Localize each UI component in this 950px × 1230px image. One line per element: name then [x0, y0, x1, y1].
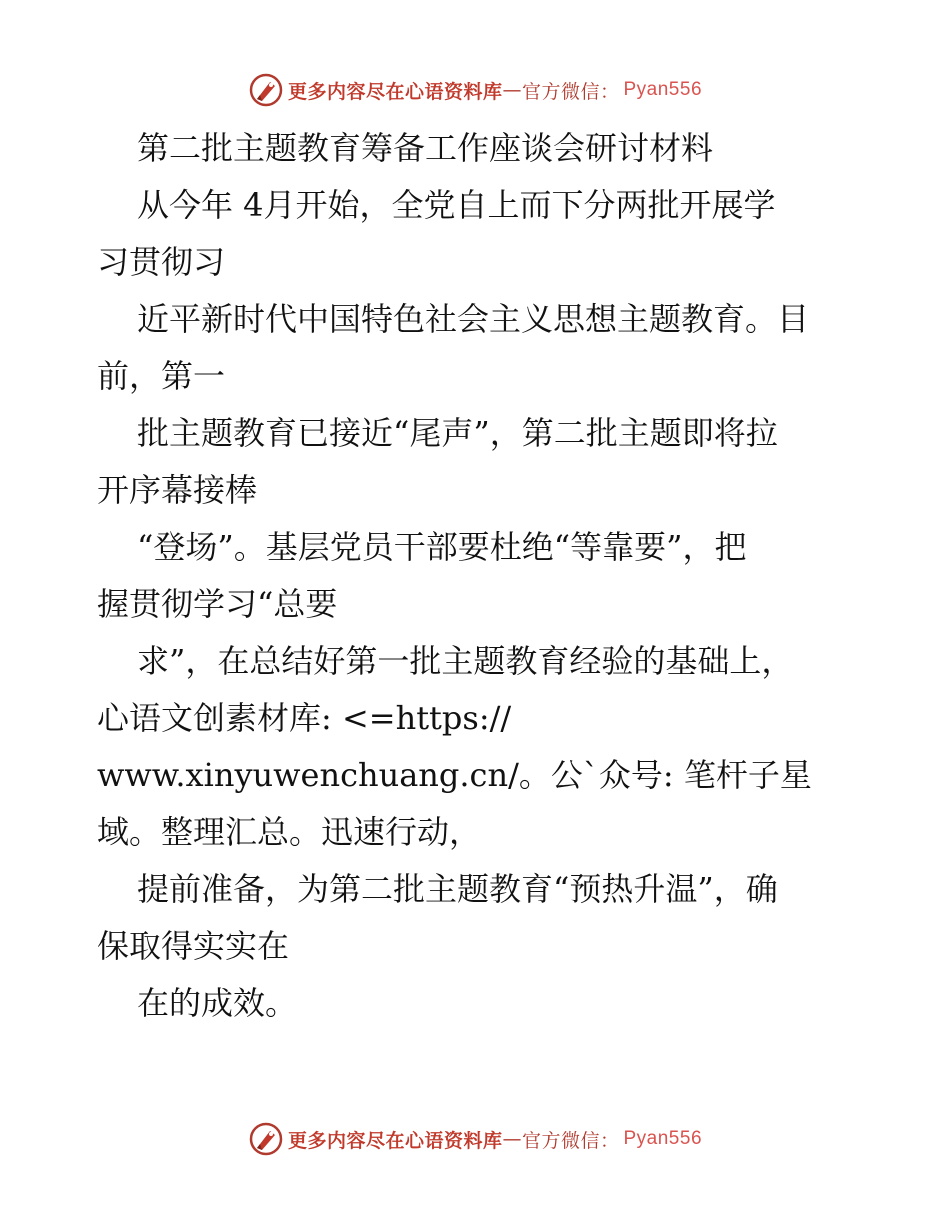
banner-dash: — [502, 1128, 522, 1150]
paragraph-line: 保取得实实在 [97, 927, 290, 965]
paragraph-line: 心语文创素材库: <=https:// [97, 699, 512, 737]
paragraph-line: www.xinyuwenchuang.cn/。公`众号: 笔杆子星 [97, 756, 812, 794]
banner-promo-text: 更多内容尽在心语资料库 [287, 80, 503, 103]
paragraph-line: 握贯彻学习“总要 [97, 585, 338, 623]
header-banner [0, 68, 950, 112]
document-body [97, 120, 857, 1032]
banner-promo-text: 更多内容尽在心语资料库 [287, 1129, 503, 1152]
paragraph-line: 前，第一 [97, 357, 226, 395]
banner-wechat-label: 官方微信： [521, 1129, 620, 1152]
paragraph-line: 批主题教育已接近“尾声”，第二批主题即将拉 [137, 414, 778, 452]
paragraph-line: 从今年 4月开始，全党自上而下分两批开展学 [137, 186, 776, 224]
paragraph-line: 求”，在总结好第一批主题教育经验的基础上， [137, 642, 794, 680]
footer-banner [0, 1117, 950, 1161]
paragraph-line: 近平新时代中国特色社会主义思想主题教育。目 [137, 300, 810, 338]
paragraph-line: 开序幕接棒 [97, 471, 258, 509]
paragraph-line: 域。整理汇总。迅速行动， [97, 813, 482, 851]
paragraph-line: 在的成效。 [137, 984, 298, 1022]
paragraph-line: 习贯彻习 [97, 243, 226, 281]
paragraph-line: “登场”。基层党员干部要杜绝“等靠要”，把 [137, 528, 747, 566]
banner-wechat-handle: Pyan556 [623, 79, 703, 100]
pen-nib-logo-icon [248, 1121, 284, 1157]
banner-wechat-handle: Pyan556 [623, 1128, 703, 1149]
banner-dash: — [502, 79, 522, 101]
banner-wechat-label: 官方微信： [521, 80, 620, 103]
document-title: 第二批主题教育筹备工作座谈会研讨材料 [137, 129, 714, 167]
paragraph-line: 提前准备，为第二批主题教育“预热升温”，确 [137, 870, 778, 908]
pen-nib-logo-icon [248, 72, 284, 108]
